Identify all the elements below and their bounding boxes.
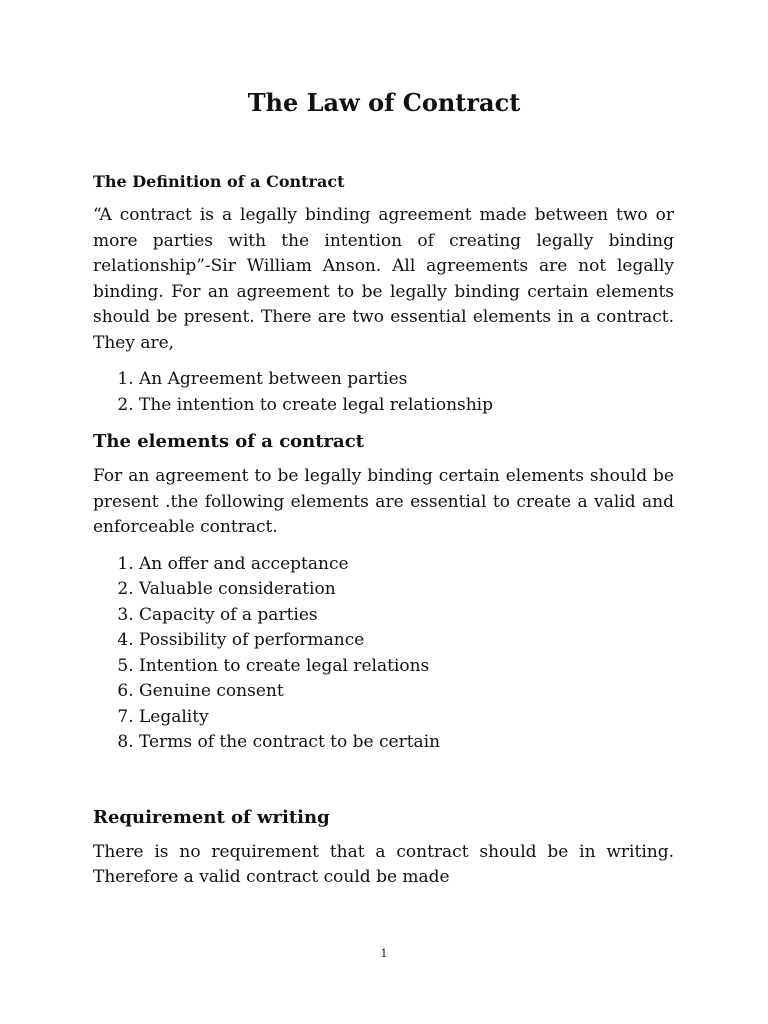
writing-heading: Requirement of writing [93, 806, 330, 828]
list-item: 1. An offer and acceptance [139, 552, 674, 578]
elements-paragraph: For an agreement to be legally binding certain elements should be present .the following elements are essential to create a valid and enforceable contract. [93, 466, 674, 537]
essential-elements-list [93, 367, 674, 418]
definition-paragraph: “A contract is a legally binding agreement made between two or more parties with the intention of creating legally binding relationship”-Sir William Anson. All agreements are not legally binding. For an agreement to be legally binding certain elements should be present. There are two essential elements in a contract. They are, [93, 205, 674, 353]
list-item: 7. Legality [139, 705, 674, 731]
elements-heading: The elements of a contract [93, 431, 364, 452]
list-item: 5. Intention to create legal relations [139, 654, 674, 680]
list-item: 3. Capacity of a parties [139, 603, 674, 629]
page-number: 1 [380, 947, 388, 960]
document-title: The Law of Contract [247, 88, 521, 117]
list-item: 1. An Agreement between parties [139, 367, 674, 393]
section-spacer [93, 767, 674, 805]
list-item: 6. Genuine consent [139, 679, 674, 705]
list-item: 2. Valuable consideration [139, 577, 674, 603]
list-item: 4. Possibility of performance [139, 628, 674, 654]
document-body [93, 170, 674, 902]
definition-heading: The Definition of a Contract [93, 172, 345, 191]
writing-paragraph: There is no requirement that a contract should be in writing. Therefore a valid contract could be made [93, 841, 674, 887]
list-item: 8. Terms of the contract to be certain [139, 730, 674, 756]
list-item: 2. The intention to create legal relationship [139, 393, 674, 419]
contract-elements-list [93, 552, 674, 756]
